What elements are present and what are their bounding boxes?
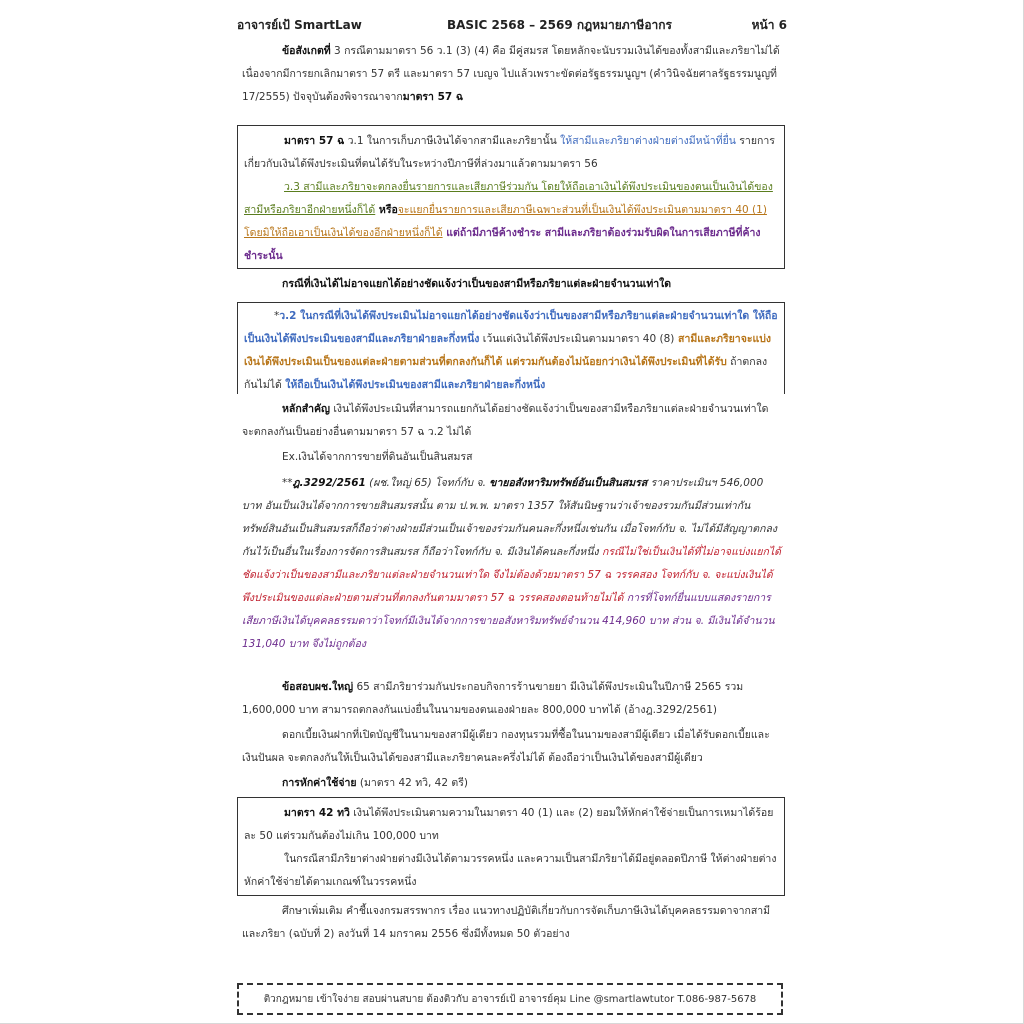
page-header bbox=[237, 14, 787, 36]
key-principle-text: เงินได้พึงประเมินที่สามารถแยกกันได้อย่างชัดแจ้งว่าเป็นของสามีหรือภริยาแต่ละฝ่ายจำนวนเท่าใด จะตกลงกันเป็นอย่างอื่นตามมาตรา 57 ฉ ว.2 ไม่ได้ bbox=[242, 403, 769, 438]
key-principle-paragraph bbox=[242, 398, 782, 444]
paragraph-2-star: * bbox=[274, 310, 280, 322]
header-author: อาจารย์เป้ SmartLaw bbox=[237, 18, 362, 32]
further-study-paragraph: ศึกษาเพิ่มเติม คำชี้แจงกรมสรรพากร เรื่อง แนวทางปฏิบัติเกี่ยวกับการจัดเก็บภาษีเงินได้บุคคลธรรมดาจากสามีและภริยา (ฉบับที่ 2) ลงวันที่ 14 มกราคม 2556 ซึ่งมีทั้งหมด 50 ตัวอย่าง bbox=[242, 905, 771, 940]
section-57-title: มาตรา 57 ฉ bbox=[284, 135, 345, 147]
paragraph-2-box bbox=[237, 302, 785, 394]
section-42-para1 bbox=[244, 802, 778, 848]
section-57-para2 bbox=[244, 176, 778, 268]
observation-paragraph bbox=[242, 40, 782, 109]
case-subject: ขายอสังหาริมทรัพย์อันเป็นสินสมรส bbox=[489, 477, 648, 489]
observation-section: มาตรา 57 ฉ bbox=[402, 91, 464, 103]
paragraph-2-orange: สามีและภริยาจะแบ่งเงินได้พึงประเมินเป็นของแต่ละฝ่ายตามส่วนที่ตกลงกันก็ได้ แต่รวมกันต้องไม่น้อยกว่าเงินได้พึงประเมินที่ได้รับ bbox=[244, 333, 772, 368]
expense-deduction-heading bbox=[242, 772, 782, 795]
supreme-court-case bbox=[242, 472, 782, 656]
case-conclusion: การที่โจทก์ยื่นแบบแสดงรายการเสียภาษีเงินได้บุคคลธรรมดาว่าโจทก์มีเงินได้จากการขายอสังหาริมทรัพย์จำนวน 414,960 บาท ส่วน จ. มีเงินได้จำนวน 131,040 บาท จึงไม่ถูกต้อง bbox=[242, 592, 775, 650]
section-57-para1 bbox=[244, 130, 778, 176]
section-57-purple: แต่ถ้ามีภาษีค้างชำระ สามีและภริยาต้องร่วมรับผิดในการเสียภาษีที่ค้างชำระนั้น bbox=[244, 227, 761, 262]
interest-dividend-paragraph: ดอกเบี้ยเงินฝากที่เปิดบัญชีในนามของสามีผู้เดียว กองทุนรวมที่ซื้อในนามของสามีผู้เดียว เมื่อได้รับดอกเบี้ยและเงินปันผล จะตกลงกันให้เป็นเงินได้ของสามีและภริยาคนละครึ่งไม่ได้ ต้องถือว่าเป็นเงินได้ของสามีผู้เดียว bbox=[242, 729, 770, 764]
section-42-para2: ในกรณีสามีภริยาต่างฝ่ายต่างมีเงินได้ตามวรรคหนึ่ง และความเป็นสามีภริยาได้มีอยู่ตลอดปีภาษี ให้ต่างฝ่ายต่างหักค่าใช้จ่ายได้ตามเกณฑ์ในวรรคหนึ่ง bbox=[244, 853, 777, 888]
section-42-text1: เงินได้พึงประเมินตามความในมาตรา 40 (1) และ (2) ยอมให้หักค่าใช้จ่ายเป็นการเหมาได้ร้อยละ 50 แต่รวมกันต้องไม่เกิน 100,000 บาท bbox=[244, 807, 774, 842]
case-text2: ราคาประเมินฯ 546,000 บาท อันเป็นเงินได้จากการขายสินสมรสนั้น ตาม ป.พ.พ. มาตรา 1357 ให้สันนิษฐานว่าเจ้าของรวมกันมีส่วนเท่ากัน ทรัพย์สินอันเป็นสินสมรสก็ถือว่าต่างฝ่ายมีส่วนเป็นเจ้าของร่วมกันคนละกึ่งหนึ่งเช่นกัน เมื่อโจทก์กับ จ. ไม่ได้มีสัญญาตกลงกันไว้เป็นอื่นในเรื่องการจัดการสินสมรส ก็ถือว่าโจทก์กับ จ. มีเงินได้คนละกึ่งหนึ่ง bbox=[242, 477, 778, 558]
section-42-title: มาตรา 42 ทวิ bbox=[284, 807, 350, 819]
section-42-box bbox=[237, 797, 785, 896]
case-prefix: ** bbox=[282, 477, 293, 489]
case-text1: (ผช.ใหญ่ 65) โจทก์กับ จ. bbox=[365, 477, 490, 489]
case-ruling: กรณีไม่ใช่เป็นเงินได้ที่ไม่อาจแบ่งแยกได้ชัดแจ้งว่าเป็นของสามีและภริยาแต่ละฝ่ายจำนวนเท่าใด จึงไม่ต้องด้วยมาตรา 57 ฉ วรรคสอง โจทก์กับ จ. จะแบ่งเงินได้พึงประเมินของแต่ละฝ่ายตามส่วนที่ตกลงกันตามมาตรา 57 ฉ วรรคสองตอนท้ายไม่ได้ bbox=[242, 546, 782, 604]
section-57-or: หรือ bbox=[375, 204, 398, 216]
observation-text: 3 กรณีตามมาตรา 56 ว.1 (3) (4) คือ มีคู่สมรส โดยหลักจะนับรวมเงินได้ของทั้งสามีและภริยาไม่ได้ เนื่องจากมีการยกเลิกมาตรา 57 ตรี และมาตรา 57 เบญจ ไปแล้วเพราะขัดต่อรัฐธรรมนูญฯ (คำวินิจฉัยศาลรัฐธรรมนูญที่ 17/2555) ปัจจุบันต้องพิจารณาจาก bbox=[242, 45, 780, 103]
header-page-number: หน้า 6 bbox=[751, 18, 787, 32]
observation-label: ข้อสังเกตที่ bbox=[282, 45, 331, 57]
section-57-text1: ว.1 ในการเก็บภาษีเงินได้จากสามีและภริยานั้น bbox=[344, 135, 561, 147]
paragraph-2-text bbox=[244, 305, 778, 397]
footer-contact-text: ติวกฎหมาย เข้าใจง่าย สอบผ่านสบาย ต้องติวกับ อาจารย์เป้ อาจารย์คุม Line @smartlawtutor T.086-987-5678 bbox=[263, 993, 757, 1005]
paragraph-2-blue2: ให้ถือเป็นเงินได้พึงประเมินของสามีและภริยาฝ่ายละกึ่งหนึ่ง bbox=[285, 379, 546, 391]
example-label: Ex.เงินได้จากการขายที่ดินอันเป็นสินสมรส bbox=[282, 451, 473, 463]
heading-inseparable-income: กรณีที่เงินได้ไม่อาจแยกได้อย่างชัดแจ้งว่าเป็นของสามีหรือภริยาแต่ละฝ่ายจำนวนเท่าใด bbox=[282, 278, 672, 290]
paragraph-2-plain: เว้นแต่เงินได้พึงประเมินตามมาตรา 40 (8) bbox=[479, 333, 675, 345]
key-principle-label: หลักสำคัญ bbox=[282, 403, 330, 415]
section-57-orange: จะแยกยื่นรายการและเสียภาษีเฉพาะส่วนที่เป็นเงินได้พึงประเมินตามมาตรา 40 (1) โดยมิให้ถือเอาเป็นเงินได้ของอีกฝ่ายหนึ่งก็ได้ bbox=[244, 204, 767, 239]
exam-question-paragraph bbox=[242, 676, 782, 722]
case-number: ฎ.3292/2561 bbox=[292, 477, 366, 489]
footer-ad-box bbox=[237, 983, 783, 1015]
paragraph-2-blue: ว.2 ในกรณีที่เงินได้พึงประเมินไม่อาจแยกได้อย่างชัดแจ้งว่าเป็นของสามีหรือภริยาแต่ละฝ่ายจำนวนเท่าใด ให้ถือเป็นเงินได้พึงประเมินของสามีและภริยาฝ่ายละกึ่งหนึ่ง bbox=[244, 310, 778, 345]
exam-label: ข้อสอบผช.ใหญ่ bbox=[282, 681, 354, 693]
section-57-box bbox=[237, 125, 785, 269]
exam-text: 65 สามีภริยาร่วมกันประกอบกิจการร้านขายยา มีเงินได้พึงประเมินในปีภาษี 2565 รวม 1,600,000 บาท สามารถตกลงกันแบ่งยื่นในนามของตนเองฝ่ายละ 800,000 บาทได้ (อ้างฎ.3292/2561) bbox=[242, 681, 744, 716]
paragraph-2-plain2: ถ้าตกลงกันไม่ได้ bbox=[244, 356, 768, 391]
expense-label: การหักค่าใช้จ่าย bbox=[282, 777, 357, 789]
section-57-blue: ให้สามีและภริยาต่างฝ่ายต่างมีหน้าที่ยื่น bbox=[560, 135, 736, 147]
section-57-text2: รายการเกี่ยวกับเงินได้พึงประเมินที่ตนได้รับในระหว่างปีภาษีที่ล่วงมาแล้วตามมาตรา 56 bbox=[244, 135, 775, 170]
expense-sections: (มาตรา 42 ทวิ, 42 ตรี) bbox=[356, 777, 468, 789]
header-course-title: BASIC 2568 – 2569 กฎหมายภาษีอากร bbox=[447, 18, 672, 32]
section-57-green: ว.3 สามีและภริยาจะตกลงยื่นรายการและเสียภาษีร่วมกัน โดยให้ถือเอาเงินได้พึงประเมินของตนเป็นเงินได้ของสามีหรือภริยาอีกฝ่ายหนึ่งก็ได้ bbox=[244, 181, 773, 216]
